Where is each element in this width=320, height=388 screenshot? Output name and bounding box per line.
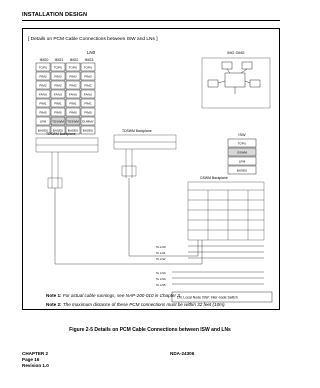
note-2 xyxy=(46,302,226,307)
img-gmg-label: IMG GMG xyxy=(227,51,245,55)
row-0 xyxy=(36,63,95,71)
gswm-backplane xyxy=(188,182,264,240)
row-3 xyxy=(36,90,95,98)
svg-text:LPM: LPM xyxy=(238,159,246,164)
pcm-cable-lines xyxy=(55,178,264,284)
svg-text:To LN5: To LN5 xyxy=(156,283,166,287)
svg-text:To LN3: To LN3 xyxy=(156,271,166,275)
svg-text:TOPU: TOPU xyxy=(237,141,247,146)
img0-label: IMG0 xyxy=(39,58,49,62)
isw-stack xyxy=(228,139,256,174)
note-1 xyxy=(46,293,181,298)
svg-text:PIM2: PIM2 xyxy=(84,83,92,88)
row-2 xyxy=(36,81,95,89)
svg-text:To LN4: To LN4 xyxy=(156,277,166,281)
gswm-backplane-label: GSWM Backplane xyxy=(200,176,228,180)
footer-left xyxy=(22,351,49,369)
svg-text:BASEU: BASEU xyxy=(67,128,79,133)
svg-text:PIM0: PIM0 xyxy=(54,110,62,115)
svg-text:PIM3: PIM3 xyxy=(69,74,77,79)
svg-text:PIM0: PIM0 xyxy=(39,110,47,115)
svg-text:BASEU: BASEU xyxy=(52,128,64,133)
svg-text:TDSWM: TDSWM xyxy=(52,119,64,124)
svg-text:PIM2: PIM2 xyxy=(54,83,62,88)
svg-text:PIM1: PIM1 xyxy=(69,101,77,106)
tdswm-backplane-2 xyxy=(114,135,176,178)
svg-text:TOPU: TOPU xyxy=(68,65,78,70)
footer-chapter: CHAPTER 2 xyxy=(22,351,49,356)
row-5 xyxy=(36,108,95,116)
isw-label: ISW xyxy=(238,133,246,137)
svg-text:PIM1: PIM1 xyxy=(39,101,47,106)
legend-text: LN: Local Node ISW: Inter-node Switch xyxy=(177,295,238,300)
tdswm-backplane-1 xyxy=(36,138,98,188)
svg-text:FANU: FANU xyxy=(38,92,48,97)
svg-text:TOPU: TOPU xyxy=(83,65,93,70)
row-1 xyxy=(36,72,95,80)
svg-text:PIM0: PIM0 xyxy=(84,110,92,115)
svg-text:PIM1: PIM1 xyxy=(84,101,92,106)
svg-text:PIM3: PIM3 xyxy=(39,74,47,79)
svg-text:To LN1: To LN1 xyxy=(156,251,166,255)
tdswm-backplane-label-2: TDSWM Backplane xyxy=(122,129,152,133)
svg-text:To LN0: To LN0 xyxy=(156,245,166,249)
svg-text:PIM1: PIM1 xyxy=(54,101,62,106)
tdswm-backplane-label-1: TDSWM Backplane xyxy=(46,132,76,136)
to-ln-labels xyxy=(156,245,166,287)
footer-page: Page 16 xyxy=(22,357,40,362)
note-2-label: Note 2: xyxy=(46,302,62,307)
row-6 xyxy=(36,117,95,125)
svg-text:BASEU: BASEU xyxy=(37,128,49,133)
svg-text:BASEU: BASEU xyxy=(82,128,94,133)
svg-text:PIM3: PIM3 xyxy=(84,74,92,79)
svg-text:TOPU: TOPU xyxy=(38,65,48,70)
note-1-text: For actual cable runnings, see NAP-200-010 in Chapter 3. xyxy=(62,293,182,298)
ln0-label: LN0 xyxy=(86,50,96,55)
note-2-text: The maximum distance of these PCM connections must be within 32 feet (10m). xyxy=(62,302,226,307)
note-1-label: Note 1: xyxy=(46,293,62,298)
svg-text:PIM0: PIM0 xyxy=(69,110,77,115)
footer-doc-id: NDA-24306 xyxy=(170,351,195,356)
footer-revision: Revision 1.0 xyxy=(22,363,49,368)
svg-text:PIM2: PIM2 xyxy=(39,83,47,88)
img2-label: IMG2 xyxy=(69,58,79,62)
svg-text:TDSWM: TDSWM xyxy=(67,119,79,124)
figure-frame-title: [ Details on PCM Cable Connections between ISW and LNs ] xyxy=(28,37,158,42)
figure-caption: Figure 2-5 Details on PCM Cable Connections between ISW and LNs xyxy=(69,327,231,333)
svg-text:FANU: FANU xyxy=(68,92,78,97)
header-rule xyxy=(22,20,280,21)
img3-label: IMG3 xyxy=(84,58,94,62)
svg-text:PIM3: PIM3 xyxy=(54,74,62,79)
svg-text:DUMMY: DUMMY xyxy=(82,119,94,124)
img-gmg-sketch xyxy=(202,58,270,108)
svg-text:FANU: FANU xyxy=(83,92,93,97)
svg-text:LPM: LPM xyxy=(39,119,47,124)
svg-text:GSWM: GSWM xyxy=(237,150,247,155)
img1-label: IMG1 xyxy=(54,58,64,62)
section-title: INSTALLATION DESIGN xyxy=(22,12,88,18)
svg-text:To LN2: To LN2 xyxy=(156,257,166,261)
svg-text:PIM2: PIM2 xyxy=(69,83,77,88)
svg-text:TOPU: TOPU xyxy=(53,65,63,70)
ln0-module-grid xyxy=(36,63,95,134)
svg-text:FANU: FANU xyxy=(53,92,63,97)
svg-text:BASEU: BASEU xyxy=(236,168,248,173)
row-4 xyxy=(36,99,95,107)
pcm-connection-diagram xyxy=(22,28,278,308)
